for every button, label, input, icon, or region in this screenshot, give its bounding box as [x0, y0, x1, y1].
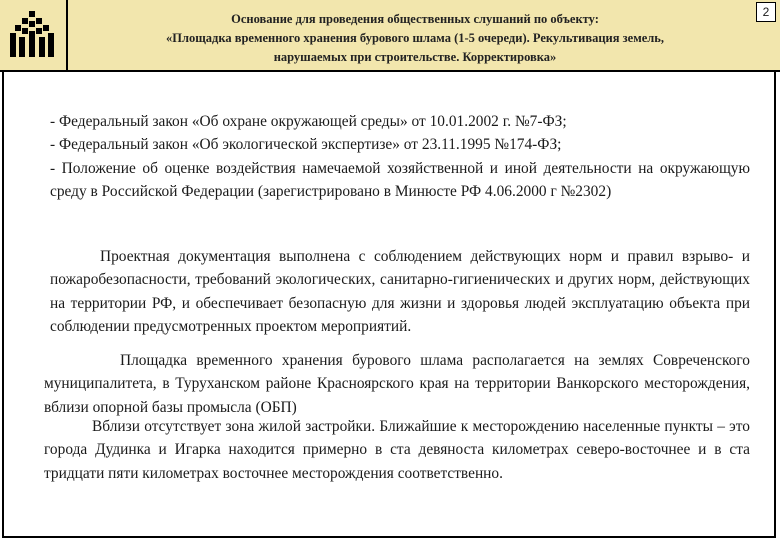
paragraph-location: Площадка временного хранения бурового шлама располагается на землях Совреченского муниципалитета, в Туруханском районе Красноярского края на территории Ванкорского месторождения, вблизи опорной базы промысла (ОБП) — [44, 352, 750, 416]
legal-basis-list — [50, 110, 750, 203]
company-logo-icon — [10, 9, 54, 59]
list-item: - Федеральный закон «Об охране окружающей среды» от 10.01.2002 г. №7-ФЗ; — [50, 113, 567, 130]
title-line-3: нарушаемых при строительстве. Корректировка» — [273, 50, 557, 64]
slide-header — [0, 0, 780, 72]
title-line-1: Основание для проведения общественных слушаний по объекту: — [231, 12, 599, 26]
paragraph-settlements: Вблизи отсутствует зона жилой застройки. Ближайшие к месторождению населенные пункты – это города Дудинка и Игарка находится примерно в ста девяноста километрах северо-восточнее и в ста тридцати пяти километрах восточнее месторождения соответственно. — [44, 418, 750, 482]
page-number: 2 — [756, 2, 776, 22]
title-line-2: «Площадка временного хранения бурового шлама (1-5 очереди). Рекультивация земель, — [165, 31, 665, 45]
list-item: - Положение об оценке воздействия намечаемой хозяйственной и иной деятельности на окружающую среду в Российской Федерации (зарегистрировано в Минюсте РФ 4.06.2000 г №2302) — [50, 159, 750, 200]
paragraph-compliance: Проектная документация выполнена с соблюдением действующих норм и правил взрыво- и пожаробезопасности, требований экологических, санитарно-гигиенических и других норм, действующих на территории РФ, и обеспечивает безопасную для жизни и здоровья людей эксплуатацию объекта при соблюдении предусмотренных проектом мероприятий. — [50, 248, 750, 335]
logo-box — [0, 0, 68, 70]
slide-title — [90, 10, 740, 67]
list-item: - Федеральный закон «Об экологической экспертизе» от 23.11.1995 №174-ФЗ; — [50, 136, 562, 154]
